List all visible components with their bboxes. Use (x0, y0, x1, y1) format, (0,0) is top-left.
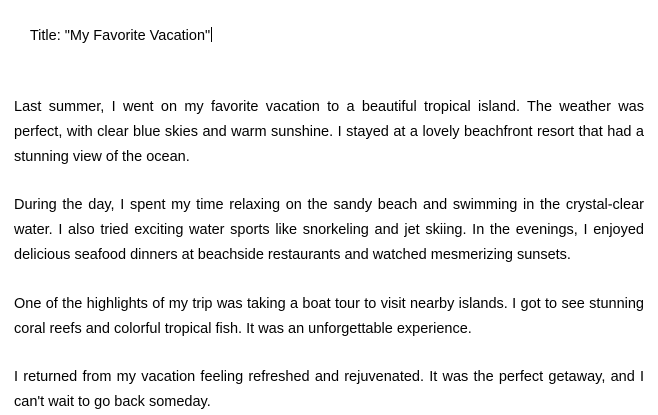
paragraph-2: During the day, I spent my time relaxing on the sandy beach and swimming in the crystal-clear water. I also tried exciting water sports like snorkeling and jet skiing. In the evenings, I enjoyed delicious seafood dinners at beachside restaurants and watched mesmerizing sunsets. (14, 197, 644, 263)
paragraph-3: One of the highlights of my trip was taking a boat tour to visit nearby islands. I got to see stunning coral reefs and colorful tropical fish. It was an unforgettable experience. (14, 295, 644, 337)
paragraph-spacer (14, 169, 644, 193)
paragraph-4: I returned from my vacation feeling refreshed and rejuvenated. It was the perfect getaway, and I can't wait to go back someday. (14, 369, 644, 411)
document-title-text: Title: "My Favorite Vacation" (29, 28, 211, 44)
paragraph-spacer (14, 341, 644, 365)
document-title-line[interactable] (14, 6, 644, 66)
paragraph-1: Last summer, I went on my favorite vacation to a beautiful tropical island. The weather was perfect, with clear blue skies and warm sunshine. I stayed at a lovely beachfront resort that had a stunning view of the ocean. (14, 99, 644, 165)
text-cursor (211, 27, 212, 42)
paragraph-spacer (14, 268, 644, 292)
paragraph-spacer (14, 66, 644, 95)
